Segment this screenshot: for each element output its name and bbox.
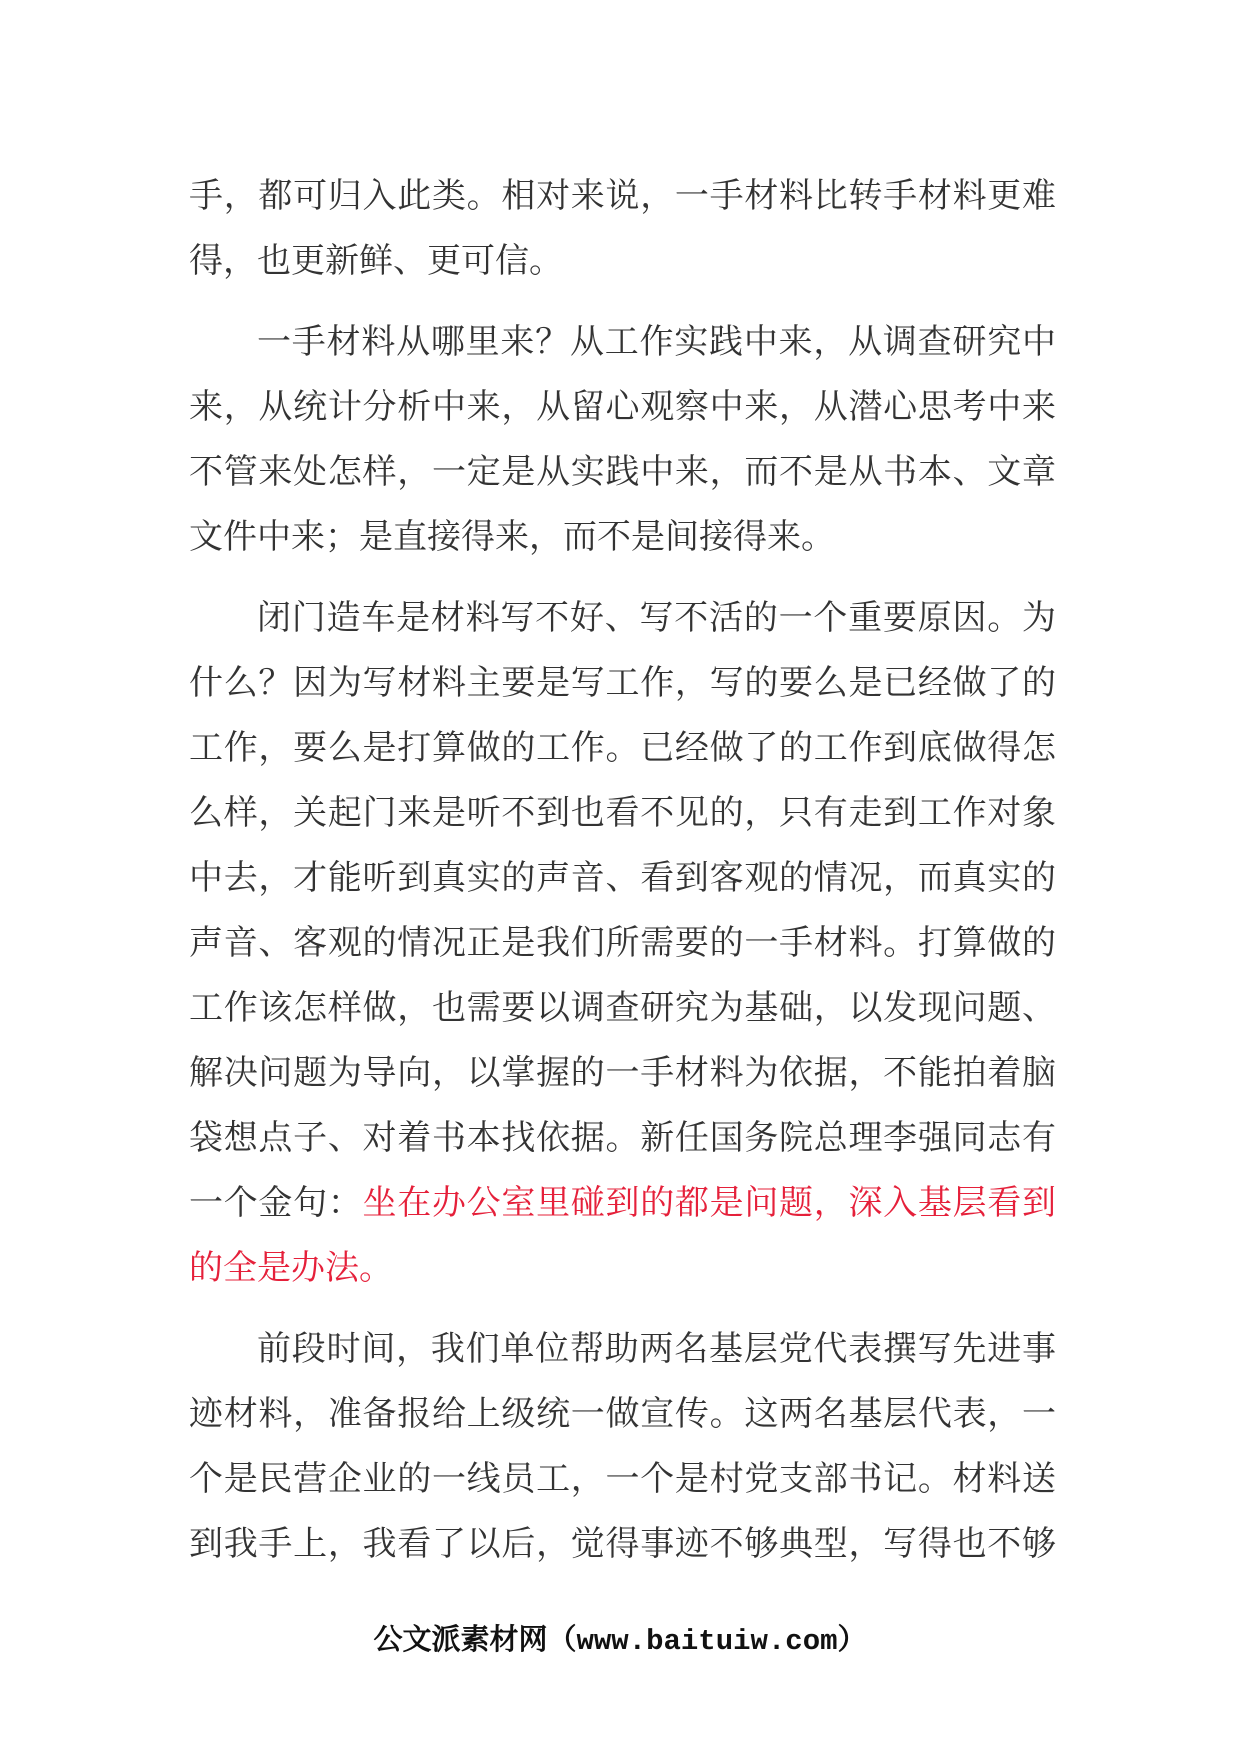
text-line: 工作，要么是打算做的工作。已经做了的工作到底做得怎 (189, 728, 1056, 768)
text-line: 来，从统计分析中来，从留心观察中来，从潜心思考中来 (189, 387, 1056, 427)
paragraph (189, 586, 1056, 1301)
highlighted-quote: 坐在办公室里碰到的都是问题，深入基层看到 (362, 1183, 1057, 1223)
text-line: 前段时间，我们单位帮助两名基层党代表撰写先进事 (257, 1329, 1056, 1369)
text-line: 么样，关起门来是听不到也看不见的，只有走到工作对象 (189, 793, 1056, 833)
text-line: 中去，才能听到真实的声音、看到客观的情况，而真实的 (189, 858, 1056, 898)
body-text (189, 164, 1056, 1577)
page-footer: 公文派素材网（www.baituiw.com） (373, 1625, 867, 1658)
text-line: 迹材料，准备报给上级统一做宣传。这两名基层代表，一 (189, 1394, 1056, 1434)
quote-lead-in: 一个金句： (189, 1183, 363, 1223)
text-line: 工作该怎样做，也需要以调查研究为基础，以发现问题、 (189, 988, 1056, 1028)
text-line: 袋想点子、对着书本找依据。新任国务院总理李强同志有 (189, 1118, 1056, 1158)
text-line: 什么？因为写材料主要是写工作，写的要么是已经做了的 (189, 663, 1056, 703)
text-line: 声音、客观的情况正是我们所需要的一手材料。打算做的 (189, 923, 1056, 963)
text-line: 到我手上，我看了以后，觉得事迹不够典型，写得也不够 (189, 1524, 1056, 1564)
text-line: 得，也更新鲜、更可信。 (189, 241, 563, 281)
paragraph (189, 164, 1056, 294)
paragraph (189, 310, 1056, 570)
text-line: 解决问题为导向，以掌握的一手材料为依据，不能拍着脑 (189, 1053, 1056, 1093)
text-line: 手，都可归入此类。相对来说，一手材料比转手材料更难 (189, 176, 1056, 216)
text-line (189, 1236, 1056, 1301)
paragraph (189, 1317, 1056, 1577)
text-line: 不管来处怎样，一定是从实践中来，而不是从书本、文章 (189, 452, 1056, 492)
text-line: 闭门造车是材料写不好、写不活的一个重要原因。为 (257, 598, 1056, 638)
text-line: 文件中来；是直接得来，而不是间接得来。 (189, 517, 835, 557)
highlighted-quote: 的全是办法。 (189, 1248, 393, 1288)
text-line: 一手材料从哪里来？从工作实践中来，从调查研究中 (257, 322, 1056, 362)
text-line (189, 1171, 1056, 1236)
text-line: 个是民营企业的一线员工，一个是村党支部书记。材料送 (189, 1459, 1056, 1499)
